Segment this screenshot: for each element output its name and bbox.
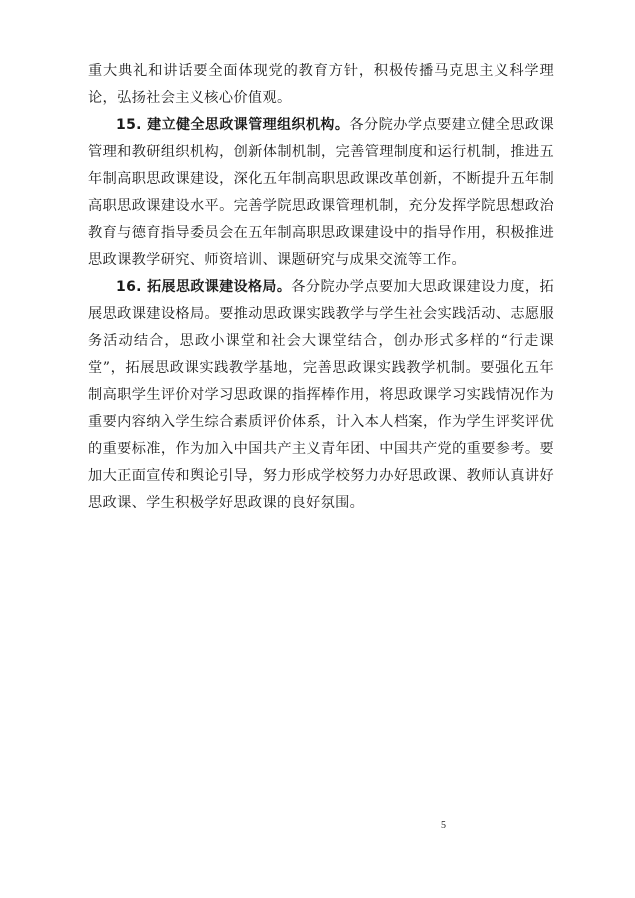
paragraph-section-15 — [88, 112, 554, 274]
paragraph-text: 各分院办学点要建立健全思政课管理和教研组织机构，创新体制机制，完善管理制度和运行机制，推进五年制高职思政课建设，深化五年制高职思政课改革创新，不断提升五年制高职思政课建设水平。完善学院思政课管理机制，充分发挥学院思想政治教育与德育指导委员会在五年制高职思政课建设中的指导作用，积极推进思政课教学研究、师资培训、课题研究与成果交流等工作。 — [88, 117, 554, 268]
section-heading-15: 15. 建立健全思政课管理组织机构。 — [116, 117, 350, 133]
section-heading-16: 16. 拓展思政课建设格局。 — [116, 279, 292, 295]
paragraph-text: 重大典礼和讲话要全面体现党的教育方针，积极传播马克思主义科学理论，弘扬社会主义核心价值观。 — [88, 63, 554, 106]
paragraph-continuation — [88, 58, 554, 112]
document-body — [88, 58, 554, 517]
paragraph-text: 各分院办学点要加大思政课建设力度，拓展思政课建设格局。要推动思政课实践教学与学生社会实践活动、志愿服务活动结合，思政小课堂和社会大课堂结合，创办形式多样的“行走课堂”，拓展思政课实践教学基地，完善思政课实践教学机制。要强化五年制高职学生评价对学习思政课的指挥棒作用，将思政课学习实践情况作为重要内容纳入学生综合素质评价体系，计入本人档案，作为学生评奖评优的重要标准，作为加入中国共产主义青年团、中国共产党的重要参考。要加大正面宣传和舆论引导，努力形成学校努力办好思政课、教师认真讲好思政课、学生积极学好思政课的良好氛围。 — [88, 279, 554, 511]
paragraph-section-16 — [88, 274, 554, 517]
page-number: 5 — [441, 820, 446, 831]
